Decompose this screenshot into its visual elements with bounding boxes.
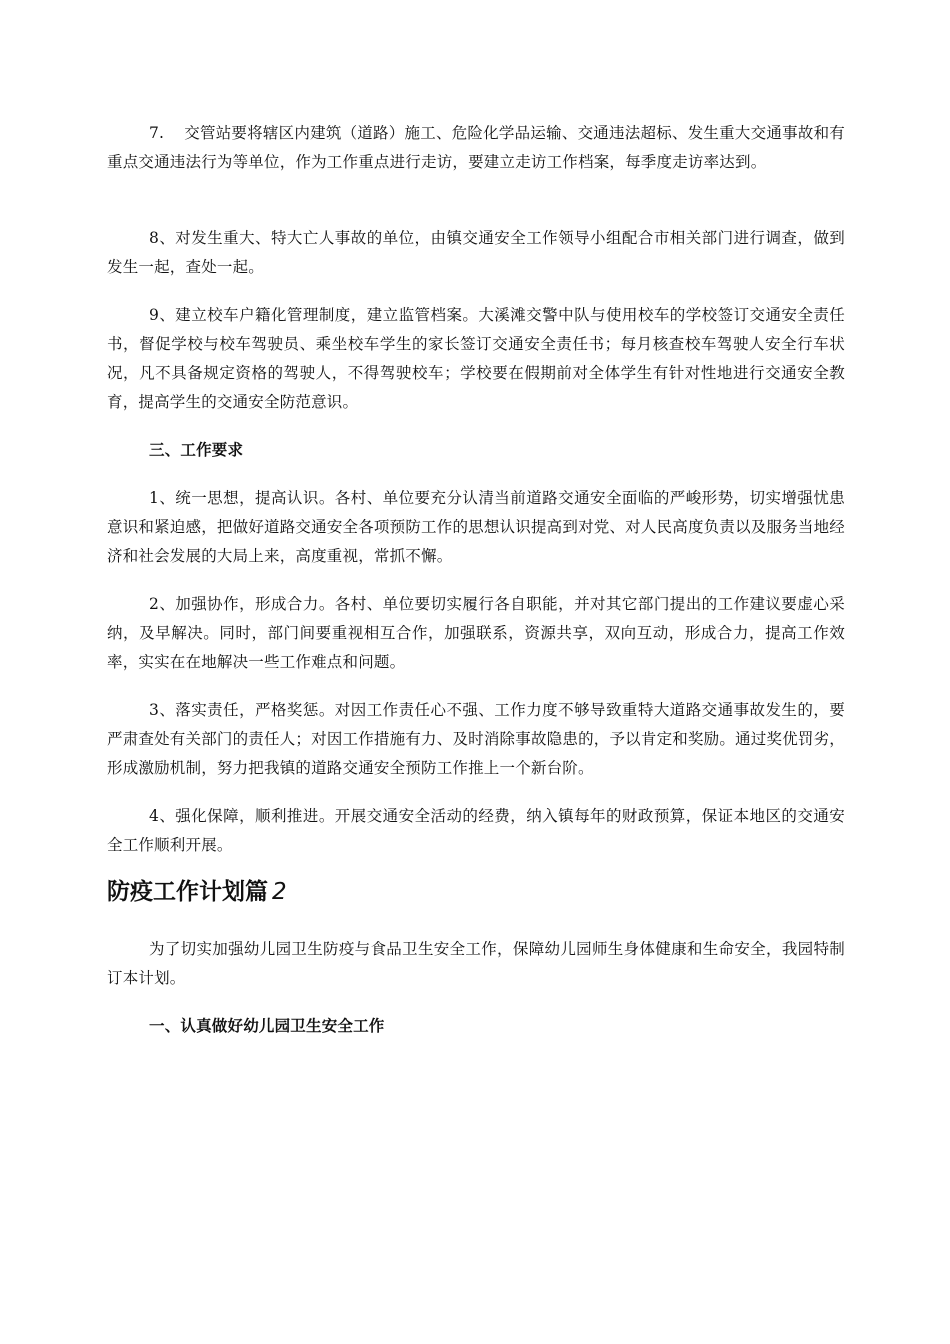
item-7-text: 交管站要将辖区内建筑（道路）施工、危险化学品运输、交通违法超标、发生重大交通事故和有重点交通违法行为等单位，作为工作重点进行走访，要建立走访工作档案，每季度走访率达到。 bbox=[107, 124, 845, 171]
paragraph-requirement-1: 1、统一思想，提高认识。各村、单位要充分认清当前道路交通安全面临的严峻形势，切实增强忧患意识和紧迫感，把做好道路交通安全各项预防工作的思想认识提高到对党、对人民高度负责以及服务当地经济和社会发展的大局上来，高度重视，常抓不懈。 bbox=[107, 489, 845, 565]
paragraph-requirement-3: 3、落实责任，严格奖惩。对因工作责任心不强、工作力度不够导致重特大道路交通事故发生的，要严肃查处有关部门的责任人；对因工作措施有力、及时消除事故隐患的，予以肯定和奖励。通过奖优罚劣，形成激励机制，努力把我镇的道路交通安全预防工作推上一个新台阶。 bbox=[107, 701, 845, 777]
paragraph-item-9: 9、建立校车户籍化管理制度，建立监管档案。大溪滩交警中队与使用校车的学校签订交通安全责任书，督促学校与校车驾驶员、乘坐校车学生的家长签订交通安全责任书；每月核查校车驾驶人安全行车状况，凡不具备规定资格的驾驶人，不得驾驶校车；学校要在假期前对全体学生有针对性地进行交通安全教育，提高学生的交通安全防范意识。 bbox=[107, 306, 845, 411]
section-title-number: 2 bbox=[272, 879, 287, 905]
paragraph-item-8: 8、对发生重大、特大亡人事故的单位，由镇交通安全工作领导小组配合市相关部门进行调查，做到发生一起，查处一起。 bbox=[107, 229, 845, 276]
paragraph-item-7 bbox=[107, 119, 845, 177]
section-title bbox=[107, 872, 287, 912]
paragraph-requirement-4: 4、强化保障，顺利推进。开展交通安全活动的经费，纳入镇每年的财政预算，保证本地区的交通安全工作顺利开展。 bbox=[107, 807, 845, 854]
item-7-number: 7. bbox=[149, 124, 165, 142]
heading-work-requirements: 三、工作要求 bbox=[149, 441, 244, 459]
heading-kindergarten-safety: 一、认真做好幼儿园卫生安全工作 bbox=[149, 1017, 385, 1035]
paragraph-intro: 为了切实加强幼儿园卫生防疫与食品卫生安全工作，保障幼儿园师生身体健康和生命安全，我园特制订本计划。 bbox=[107, 940, 845, 987]
section-title-text: 防疫工作计划篇 bbox=[107, 879, 268, 905]
paragraph-requirement-2: 2、加强协作，形成合力。各村、单位要切实履行各自职能，并对其它部门提出的工作建议要虚心采纳，及早解决。同时，部门间要重视相互合作，加强联系，资源共享，双向互动，形成合力，提高工作效率，实实在在地解决一些工作难点和问题。 bbox=[107, 595, 845, 671]
